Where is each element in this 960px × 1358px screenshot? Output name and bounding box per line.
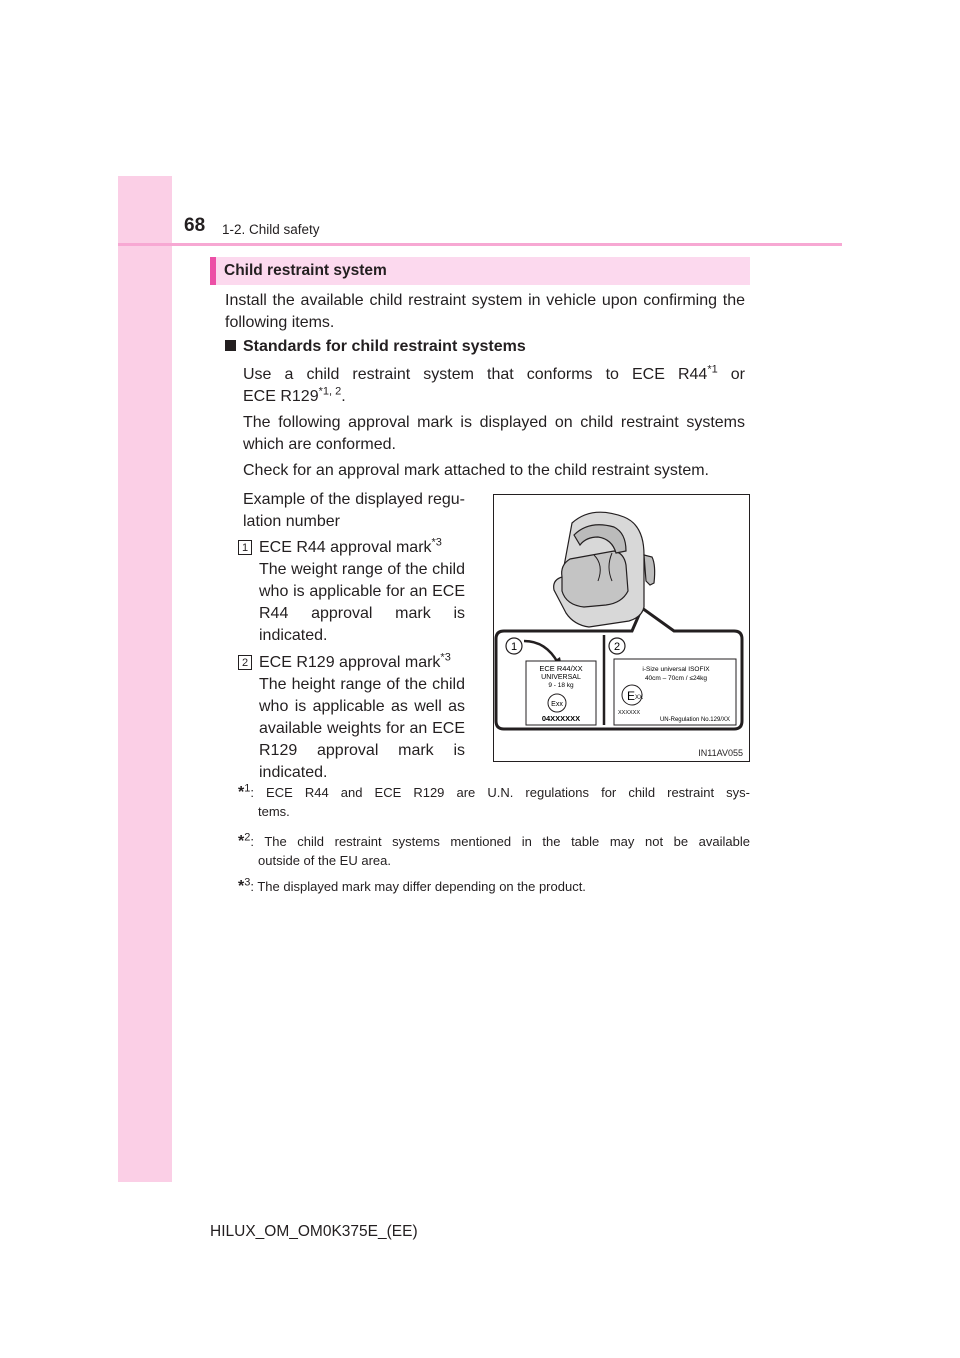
- child-seat-illustration: [494, 495, 749, 761]
- approval-mark-figure: [493, 494, 750, 762]
- item-number-1: 1: [238, 540, 252, 555]
- header-divider: [118, 243, 842, 246]
- r129-emark-suffix: XX: [635, 695, 644, 701]
- page-number: 68: [184, 215, 206, 236]
- r129-regulation-text: UN-Regulation No.129/XX: [659, 717, 730, 723]
- r129-code-text: XXXXXX: [618, 710, 641, 716]
- example-text: Example of the displayed regu- lation number: [243, 491, 465, 530]
- figure-code: IN11AV055: [698, 748, 743, 758]
- intro-paragraph: Install the available child restraint system in vehicle upon confirming the following items.: [225, 292, 745, 331]
- check-paragraph: Check for an approval mark attached to the child restraint system.: [243, 462, 709, 479]
- para1-tail2: .: [341, 388, 346, 405]
- para1-tail: or: [717, 366, 746, 383]
- section-heading-bar: [210, 257, 750, 285]
- footnote-1: *$^1$: ECE R44 and ECE R129 are U.N. regulations for child restraint sys- tems.: [238, 782, 750, 819]
- standards-paragraph: [243, 364, 745, 408]
- footnote-ref: *1: [707, 363, 718, 376]
- item1-title: ECE R44 approval mark$^{*3}$: [259, 536, 442, 556]
- r44-weight-text: 9 - 18 kg: [548, 682, 574, 689]
- figure-label-1: 1: [510, 641, 518, 653]
- footnote-ref: *1, 2: [318, 385, 342, 398]
- r129-emark-icon: E: [627, 689, 636, 703]
- section-title: 1-2. Child safety: [222, 222, 320, 237]
- page-side-tab: [118, 176, 172, 1182]
- r129-range-text: 40cm – 70cm / ≤24kg: [644, 675, 708, 682]
- r44-universal-text: UNIVERSAL: [541, 674, 581, 681]
- r44-code-text: 04XXXXXX: [541, 714, 581, 723]
- item2-description: The height range of the child who is applicable as well as available weights for an ECE R129 approval mark is indicated.: [259, 676, 465, 781]
- bullet-square-icon: [225, 340, 236, 351]
- subheading: Standards for child restraint systems: [243, 338, 526, 355]
- approval-mark-paragraph: The following approval mark is displayed on child restraint systems which are conformed.: [243, 414, 745, 453]
- r44-regulation-text: ECE R44/XX: [539, 664, 583, 673]
- para1-line2: ECE R129: [243, 388, 319, 405]
- item-number-2: 2: [238, 655, 252, 670]
- section-heading: Child restraint system: [224, 262, 387, 279]
- footnote-2: *$^2$: The child restraint systems mentioned in the table may not be available outside of the EU area.: [238, 831, 750, 868]
- item2-title: ECE R129 approval mark$^{*3}$: [259, 651, 451, 671]
- r44-emark-icon: Exx: [551, 701, 563, 708]
- item1-description: The weight range of the child who is applicable for an ECE R44 approval mark is indicated.: [259, 561, 465, 644]
- footnote-3: *$^3$: The displayed mark may differ depending on the product.: [238, 876, 586, 895]
- r129-isize-text: i-Size universal ISOFIX: [642, 666, 710, 673]
- figure-label-2: 2: [613, 641, 621, 653]
- document-code-footer: HILUX_OM_OM0K375E_(EE): [210, 1223, 418, 1240]
- para1-line1: Use a child restraint system that conforms to ECE R44: [243, 366, 708, 383]
